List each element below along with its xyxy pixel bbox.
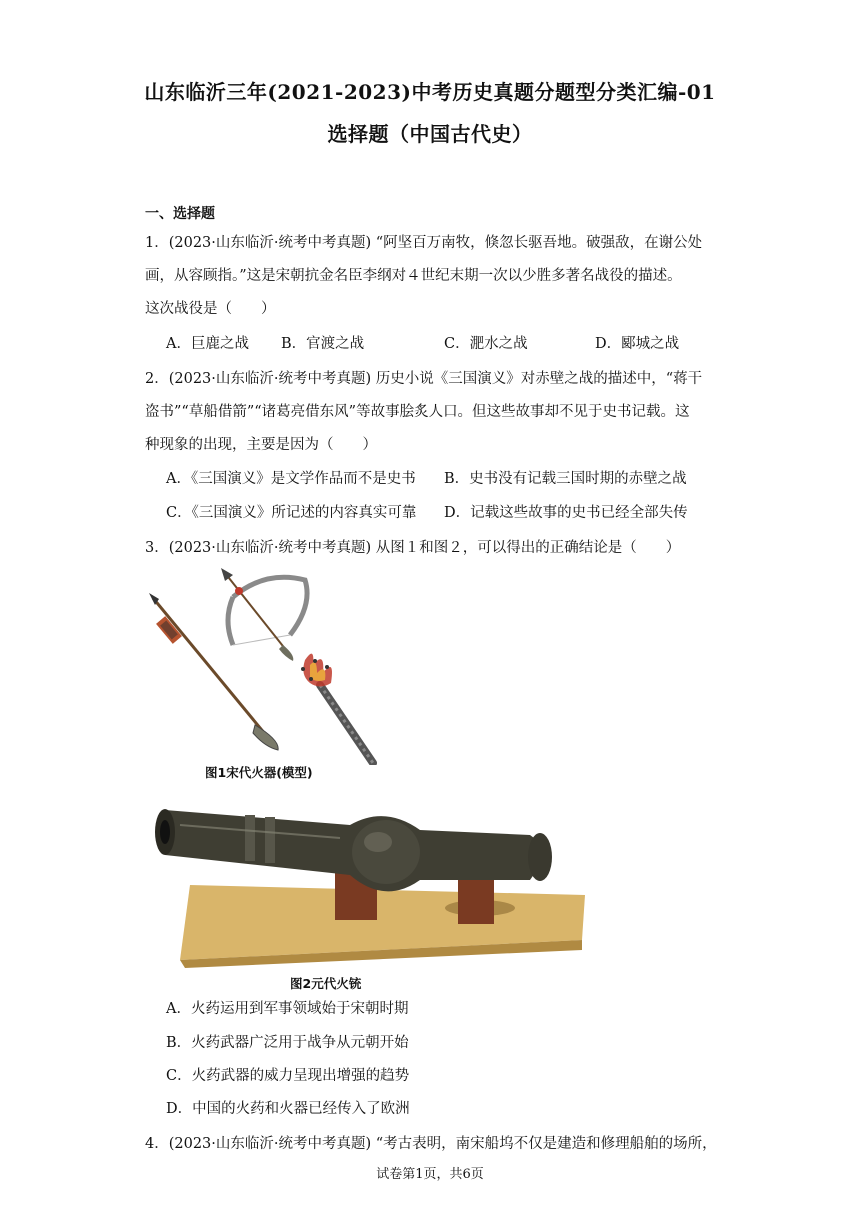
- section-heading: 一、选择题: [145, 206, 215, 222]
- q2-option-b: B．史书没有记载三国时期的赤壁之战: [444, 471, 687, 487]
- q1-option-a: A．巨鹿之战: [166, 336, 249, 352]
- q2-option-c: C．《三国演义》所记述的内容真实可靠: [166, 505, 417, 521]
- q4-stem-line1: 4．(2023·山东临沂·统考中考真题) “考古表明，南宋船坞不仅是建造和修理船舶的场所，: [145, 1136, 717, 1152]
- figure2-yuan-cannon-image: [150, 790, 590, 970]
- page-footer: 试卷第1页，共6页: [376, 1167, 484, 1182]
- q1-stem-line1: 1．(2023·山东临沂·统考中考真题) “阿坚百万南牧，倏忽长驱吾地。破强敌，在谢公处: [145, 235, 703, 251]
- document-title-line2: 选择题（中国古代史）: [327, 122, 533, 146]
- q3-option-a: A．火药运用到军事领域始于宋朝时期: [166, 1001, 409, 1017]
- q1-option-d: D．郾城之战: [595, 336, 680, 352]
- figure2-caption: 图2元代火铳: [290, 976, 362, 991]
- q1-stem-line2: 画，从容顾指。”这是宋朝抗金名臣李纲对４世纪末期一次以少胜多著名战役的描述。: [145, 268, 682, 284]
- q2-option-d: D．记载这些故事的史书已经全部失传: [444, 505, 688, 521]
- q3-option-d: D．中国的火药和火器已经传入了欧洲: [166, 1101, 410, 1117]
- q2-stem-line3: 种现象的出现，主要是因为（ ）: [145, 437, 377, 453]
- q3-option-c: C．火药武器的威力呈现出增强的趋势: [166, 1068, 410, 1084]
- figure1-song-firearms-image: [145, 565, 390, 765]
- q2-option-a: A．《三国演义》是文学作品而不是史书: [166, 471, 416, 487]
- document-title-line1: 山东临沂三年(2021-2023)中考历史真题分题型分类汇编-01: [144, 80, 716, 104]
- figure1-caption: 图1宋代火器(模型): [205, 765, 313, 780]
- fire-lance-icon: [301, 654, 373, 763]
- q1-option-b: B．官渡之战: [281, 336, 365, 352]
- q1-stem-line3: 这次战役是（ ）: [145, 301, 276, 317]
- crossbow-icon: [221, 568, 307, 661]
- q2-stem-line1: 2．(2023·山东临沂·统考中考真题) 历史小说《三国演义》对赤壁之战的描述中，“蒋干: [145, 371, 703, 387]
- q1-option-c: C．淝水之战: [444, 336, 528, 352]
- q3-option-b: B．火药武器广泛用于战争从元朝开始: [166, 1035, 409, 1051]
- q3-stem: 3．(2023·山东临沂·统考中考真题) 从图１和图２，可以得出的正确结论是（ ）: [145, 540, 681, 556]
- q2-stem-line2: 盗书”“草船借箭”“诸葛亮借东风”等故事脍炙人口。但这些故事却不见于史书记载。这: [145, 404, 690, 420]
